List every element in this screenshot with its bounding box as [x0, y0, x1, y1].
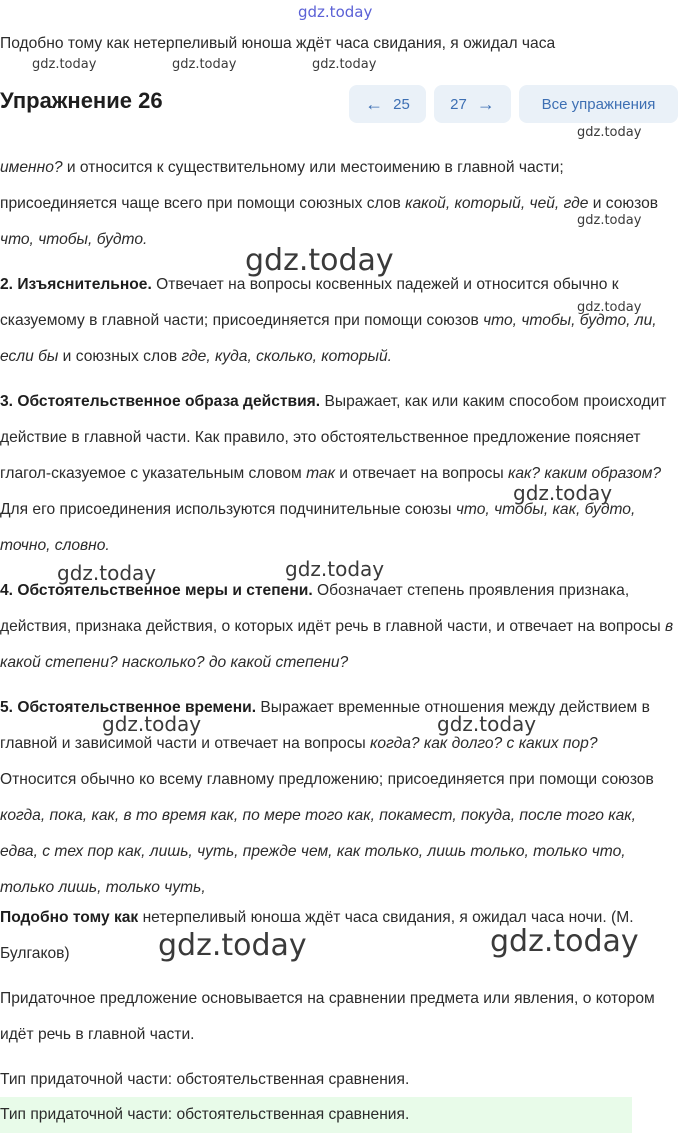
- watermark: gdz.today: [437, 712, 537, 736]
- paragraph-2: 2. Изъяснительное. Отвечает на вопросы косвенных падежей и относится обычно к сказуемому в главной части; присоединяется при помощи союзов что, чтобы, будто, ли, если бы и союзных слов где, куда, сколько, который.: [0, 276, 657, 365]
- watermark: gdz.today: [102, 712, 202, 736]
- paragraph-5: 5. Обстоятельственное времени. Выражает временные отношения между действием в главной и зависимой части и отвечает на вопросы когда? как долго? с каких пор? Относится обычно ко всему главному предложению; присоединяется при помощи союзов когда, пока, как, в то время как, по мере того как, покамест, покуда, после того как, едва, с тех пор как, лишь, чуть, прежде чем, как только, лишь только, только что, только лишь, только чуть,: [0, 699, 654, 896]
- watermark-large: gdz.today: [245, 243, 394, 278]
- all-exercises-button[interactable]: [519, 85, 678, 123]
- watermark: gdz.today: [577, 125, 642, 140]
- arrow-right-icon: →: [476, 94, 495, 114]
- next-exercise-button[interactable]: [434, 85, 511, 123]
- paragraph-3: 3. Обстоятельственное образа действия. Выражает, как или каким способом происходит действие в главной части. Как правило, это обстоятельственное предложение поясняет глагол-сказуемое с указательным словом так и отвечает на вопросы как? каким образом? Для его присоединения используются подчинительные союзы что, чтобы, как, будто, точно, словно.: [0, 393, 667, 554]
- watermark-top: gdz.today: [298, 3, 373, 21]
- watermark-large: gdz.today: [490, 924, 639, 959]
- exercise-title: Упражнение 26: [0, 88, 163, 113]
- answer-text: Тип придаточной части: обстоятельственная сравнения.: [0, 1106, 410, 1123]
- prev-exercise-button[interactable]: [349, 85, 426, 123]
- prev-exercise-label: 25: [393, 95, 410, 113]
- paragraph-6: Подобно тому как нетерпеливый юноша ждёт часа свидания, я ожидал часа ночи. (М. Булгаков): [0, 909, 634, 962]
- watermark: gdz.today: [172, 57, 237, 72]
- next-exercise-label: 27: [450, 95, 467, 113]
- paragraph-1: именно? и относится к существительному или местоимению в главной части; присоединяется чаще всего при помощи союзных слов какой, который, чей, где и союзов что, чтобы, будто.: [0, 159, 659, 248]
- watermark-large: gdz.today: [158, 928, 307, 963]
- paragraph-4: 4. Обстоятельственное меры и степени. Обозначает степень проявления признака, действия, признака действия, о которых идёт речь в главной части, и отвечает на вопросы в какой степени? насколько? до какой степени?: [0, 582, 674, 671]
- watermark: gdz.today: [312, 57, 377, 72]
- watermark: gdz.today: [57, 561, 157, 585]
- paragraph-7: Придаточное предложение основывается на сравнении предмета или явления, о котором идёт речь в главной части.: [0, 990, 655, 1043]
- all-exercises-label: Все упражнения: [541, 95, 656, 113]
- watermark: gdz.today: [513, 481, 613, 505]
- arrow-left-icon: ←: [365, 94, 384, 114]
- paragraph-8: Тип придаточной части: обстоятельственная сравнения.: [0, 1071, 410, 1088]
- watermark: gdz.today: [577, 213, 642, 228]
- watermark: gdz.today: [32, 57, 97, 72]
- watermark: gdz.today: [285, 557, 385, 581]
- task-text: Подобно тому как нетерпеливый юноша ждёт часа свидания, я ожидал часа: [0, 35, 556, 52]
- watermark: gdz.today: [577, 300, 642, 315]
